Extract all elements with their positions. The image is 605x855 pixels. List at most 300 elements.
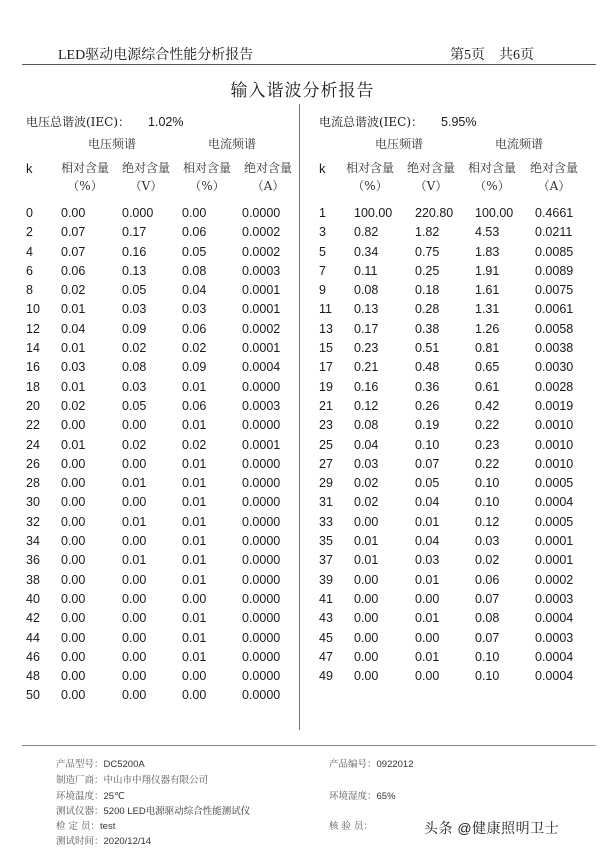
current-relative-cell: 4.53	[475, 225, 500, 240]
current-relative-cell: 0.07	[475, 630, 500, 645]
table-row	[319, 553, 605, 572]
harmonic-order-cell: 48	[26, 669, 40, 684]
harmonic-order-cell: 4	[26, 244, 33, 259]
table-row	[26, 476, 316, 495]
voltage-relative-cell: 0.00	[61, 611, 86, 626]
voltage-absolute-cell: 0.75	[415, 244, 440, 259]
current-relative-cell: 0.02	[182, 437, 207, 452]
current-relative-cell: 0.01	[182, 649, 207, 664]
harmonic-order-cell: 1	[319, 206, 326, 220]
harmonic-order-cell: 15	[319, 341, 333, 356]
harmonic-order-cell: 31	[319, 495, 333, 510]
voltage-relative-cell: 0.00	[61, 476, 86, 491]
voltage-absolute-cell: 0.00	[122, 495, 147, 510]
voltage-relative-cell: 0.00	[61, 514, 86, 529]
voltage-absolute-cell: 0.17	[122, 225, 147, 240]
ambient-humidity: 环境湿度：65%	[329, 791, 396, 802]
current-absolute-cell: 0.0061	[535, 302, 574, 317]
voltage-absolute-cell: 0.000	[122, 206, 154, 220]
current-relative-cell: 0.01	[182, 379, 207, 394]
col-voltage-relative: 相对含量 （%）	[60, 161, 109, 193]
current-relative-cell: 0.02	[182, 341, 207, 356]
voltage-relative-cell: 0.03	[61, 360, 86, 375]
voltage-relative-cell: 0.02	[61, 398, 86, 413]
voltage-relative-cell: 0.07	[61, 244, 86, 259]
voltage-relative-cell: 0.08	[354, 283, 379, 298]
current-absolute-cell: 0.0000	[242, 456, 281, 471]
current-absolute-cell: 0.0001	[242, 283, 281, 298]
spectrum-header-row	[319, 135, 605, 159]
col-voltage-relative: 相对含量 （%）	[345, 161, 394, 193]
current-absolute-cell: 0.0004	[535, 495, 574, 510]
table-row	[319, 592, 605, 611]
table-row	[26, 322, 316, 341]
harmonic-order-cell: 10	[26, 302, 40, 317]
current-relative-cell: 0.01	[182, 534, 207, 549]
harmonic-order-cell: 0	[26, 206, 33, 220]
voltage-absolute-cell: 0.05	[122, 398, 147, 413]
table-row	[26, 360, 316, 379]
voltage-absolute-cell: 0.00	[122, 611, 147, 626]
current-relative-cell: 0.02	[475, 553, 500, 568]
table-row	[26, 283, 316, 302]
current-absolute-cell: 0.0003	[242, 263, 281, 278]
current-absolute-cell: 0.0002	[242, 244, 281, 259]
voltage-relative-cell: 0.13	[354, 302, 379, 317]
current-relative-cell: 1.61	[475, 283, 500, 298]
voltage-absolute-cell: 0.00	[415, 630, 440, 645]
voltage-absolute-cell: 0.04	[415, 534, 440, 549]
voltage-relative-cell: 0.00	[61, 688, 86, 703]
current-relative-cell: 1.31	[475, 302, 500, 317]
current-absolute-cell: 0.0058	[535, 321, 574, 336]
table-row	[319, 669, 605, 688]
voltage-absolute-cell: 0.25	[415, 263, 440, 278]
table-row	[26, 399, 316, 418]
table-row	[26, 650, 316, 669]
harmonic-order-cell: 22	[26, 418, 40, 433]
voltage-relative-cell: 0.00	[61, 649, 86, 664]
voltage-relative-cell: 0.00	[354, 591, 379, 606]
table-row	[319, 341, 605, 360]
current-spectrum-header: 电流频谱	[495, 137, 544, 151]
harmonic-order-cell: 36	[26, 553, 40, 568]
current-relative-cell: 0.01	[182, 495, 207, 510]
voltage-relative-cell: 0.12	[354, 398, 379, 413]
voltage-absolute-cell: 0.01	[415, 611, 440, 626]
voltage-absolute-cell: 0.00	[122, 456, 147, 471]
current-absolute-cell: 0.0002	[242, 225, 281, 240]
table-row	[26, 688, 316, 707]
harmonic-order-cell: 41	[319, 591, 333, 606]
current-relative-cell: 0.23	[475, 437, 500, 452]
harmonic-order-cell: 13	[319, 321, 333, 336]
current-absolute-cell: 0.0000	[242, 688, 281, 703]
current-absolute-cell: 0.0002	[242, 321, 281, 336]
current-absolute-cell: 0.0004	[535, 649, 574, 664]
harmonic-order-cell: 32	[26, 514, 40, 529]
voltage-relative-cell: 0.04	[61, 321, 86, 336]
voltage-absolute-cell: 0.01	[415, 649, 440, 664]
current-absolute-cell: 0.0001	[535, 553, 574, 568]
voltage-relative-cell: 0.02	[61, 283, 86, 298]
harmonic-order-cell: 18	[26, 379, 40, 394]
current-absolute-cell: 0.0019	[535, 398, 574, 413]
current-absolute-cell: 0.0000	[242, 630, 281, 645]
table-row	[26, 341, 316, 360]
table-row	[319, 495, 605, 514]
table-row	[319, 438, 605, 457]
table-row	[319, 631, 605, 650]
harmonic-order-cell: 8	[26, 283, 33, 298]
col-k: k	[319, 161, 326, 176]
current-relative-cell: 0.10	[475, 649, 500, 664]
current-relative-cell: 0.81	[475, 341, 500, 356]
current-absolute-cell: 0.0030	[535, 360, 574, 375]
table-row	[319, 380, 605, 399]
current-relative-cell: 1.26	[475, 321, 500, 336]
current-absolute-cell: 0.0003	[535, 630, 574, 645]
voltage-absolute-cell: 0.00	[122, 688, 147, 703]
harmonic-order-cell: 3	[319, 225, 326, 240]
table-row	[319, 264, 605, 283]
current-relative-cell: 0.01	[182, 611, 207, 626]
harmonics-table-odd	[319, 206, 605, 688]
voltage-relative-cell: 0.17	[354, 321, 379, 336]
voltage-relative-cell: 0.23	[354, 341, 379, 356]
voltage-absolute-cell: 0.05	[415, 476, 440, 491]
voltage-absolute-cell: 220.80	[415, 206, 454, 220]
current-relative-cell: 0.05	[182, 244, 207, 259]
ambient-temperature: 环境温度：25℃	[56, 791, 125, 802]
current-relative-cell: 0.01	[182, 572, 207, 587]
harmonic-order-cell: 14	[26, 341, 40, 356]
table-row	[26, 302, 316, 321]
current-thd-label: 电流总谐波(IEC)：	[319, 115, 424, 129]
current-relative-cell: 0.06	[182, 398, 207, 413]
harmonic-order-cell: 2	[26, 225, 33, 240]
table-row	[319, 534, 605, 553]
current-absolute-cell: 0.0004	[535, 669, 574, 684]
current-relative-cell: 0.01	[182, 514, 207, 529]
footer-rule	[22, 745, 596, 746]
table-row	[319, 611, 605, 630]
voltage-thd	[26, 113, 316, 135]
table-row	[26, 380, 316, 399]
table-row	[26, 457, 316, 476]
harmonic-order-cell: 38	[26, 572, 40, 587]
harmonic-order-cell: 25	[319, 437, 333, 452]
harmonic-order-cell: 16	[26, 360, 40, 375]
table-row	[319, 245, 605, 264]
harmonic-order-cell: 17	[319, 360, 333, 375]
current-relative-cell: 0.09	[182, 360, 207, 375]
current-absolute-cell: 0.0211	[535, 225, 573, 240]
current-absolute-cell: 0.0000	[242, 495, 281, 510]
voltage-absolute-cell: 0.02	[122, 341, 147, 356]
voltage-absolute-cell: 0.19	[415, 418, 440, 433]
current-relative-cell: 0.10	[475, 669, 500, 684]
voltage-relative-cell: 0.00	[354, 611, 379, 626]
table-row	[319, 650, 605, 669]
current-absolute-cell: 0.0028	[535, 379, 574, 394]
current-relative-cell: 0.61	[475, 379, 500, 394]
current-absolute-cell: 0.0001	[242, 341, 281, 356]
voltage-relative-cell: 0.01	[61, 379, 86, 394]
voltage-relative-cell: 0.00	[354, 514, 379, 529]
harmonic-order-cell: 24	[26, 437, 40, 452]
current-relative-cell: 0.00	[182, 206, 207, 220]
voltage-relative-cell: 0.11	[354, 263, 378, 278]
voltage-thd-label: 电压总谐波(IEC)：	[26, 115, 131, 129]
table-row	[26, 592, 316, 611]
voltage-absolute-cell: 0.00	[122, 591, 147, 606]
voltage-relative-cell: 0.06	[61, 263, 86, 278]
voltage-absolute-cell: 0.16	[122, 244, 147, 259]
harmonic-order-cell: 34	[26, 534, 40, 549]
harmonic-order-cell: 49	[319, 669, 333, 684]
col-current-absolute: 绝对含量 （A）	[243, 161, 292, 193]
current-absolute-cell: 0.0010	[535, 456, 574, 471]
harmonic-order-cell: 39	[319, 572, 333, 587]
voltage-absolute-cell: 0.09	[122, 321, 147, 336]
column-headers	[26, 159, 316, 199]
voltage-relative-cell: 0.00	[61, 553, 86, 568]
voltage-thd-value: 1.02%	[148, 115, 184, 129]
current-absolute-cell: 0.0005	[535, 476, 574, 491]
harmonic-order-cell: 43	[319, 611, 333, 626]
table-row	[319, 457, 605, 476]
harmonic-order-cell: 35	[319, 534, 333, 549]
harmonic-order-cell: 7	[319, 263, 326, 278]
current-absolute-cell: 0.0002	[535, 572, 574, 587]
voltage-absolute-cell: 0.01	[122, 476, 147, 491]
voltage-relative-cell: 0.00	[354, 649, 379, 664]
current-absolute-cell: 0.0000	[242, 418, 281, 433]
current-relative-cell: 0.04	[182, 283, 207, 298]
voltage-relative-cell: 0.16	[354, 379, 379, 394]
voltage-absolute-cell: 0.00	[415, 669, 440, 684]
voltage-absolute-cell: 0.02	[122, 437, 147, 452]
current-relative-cell: 0.01	[182, 418, 207, 433]
voltage-absolute-cell: 0.01	[122, 514, 147, 529]
col-current-relative: 相对含量 （%）	[467, 161, 516, 193]
current-relative-cell: 0.00	[182, 669, 207, 684]
current-absolute-cell: 0.0000	[242, 669, 281, 684]
current-relative-cell: 0.07	[475, 591, 500, 606]
harmonics-table-even	[26, 206, 316, 708]
current-absolute-cell: 0.0000	[242, 553, 281, 568]
harmonic-order-cell: 19	[319, 379, 333, 394]
spectrum-header-row	[26, 135, 316, 159]
harmonic-order-cell: 26	[26, 456, 40, 471]
voltage-relative-cell: 0.02	[354, 476, 379, 491]
current-absolute-cell: 0.0010	[535, 418, 574, 433]
current-absolute-cell: 0.0001	[242, 437, 281, 452]
current-absolute-cell: 0.0000	[242, 476, 281, 491]
voltage-relative-cell: 0.01	[61, 341, 86, 356]
voltage-relative-cell: 0.00	[61, 591, 86, 606]
table-row	[26, 611, 316, 630]
table-row	[319, 399, 605, 418]
table-row	[319, 515, 605, 534]
current-relative-cell: 1.91	[475, 263, 500, 278]
test-instrument: 测试仪器：5200 LED电源驱动综合性能测试仪	[56, 806, 251, 817]
current-spectrum-header: 电流频谱	[208, 137, 257, 151]
harmonic-order-cell: 33	[319, 514, 333, 529]
harmonic-order-cell: 6	[26, 263, 33, 278]
voltage-absolute-cell: 0.26	[415, 398, 440, 413]
current-absolute-cell: 0.0085	[535, 244, 574, 259]
voltage-relative-cell: 0.00	[61, 206, 86, 220]
current-absolute-cell: 0.0010	[535, 437, 574, 452]
table-row	[26, 631, 316, 650]
col-k: k	[26, 161, 33, 176]
table-row	[26, 553, 316, 572]
voltage-relative-cell: 0.01	[354, 553, 379, 568]
voltage-absolute-cell: 0.08	[122, 360, 147, 375]
product-serial: 产品编号：0922012	[329, 759, 414, 770]
current-relative-cell: 0.42	[475, 398, 500, 413]
current-absolute-cell: 0.0001	[242, 302, 281, 317]
current-page: 第5页	[450, 48, 485, 63]
voltage-relative-cell: 0.01	[61, 302, 86, 317]
current-relative-cell: 0.00	[182, 591, 207, 606]
current-absolute-cell: 0.0004	[242, 360, 281, 375]
total-pages: 共6页	[499, 48, 534, 63]
table-row	[319, 322, 605, 341]
current-relative-cell: 0.03	[475, 534, 500, 549]
voltage-relative-cell: 0.00	[61, 495, 86, 510]
inspector: 检 定 员：test	[56, 821, 116, 832]
current-relative-cell: 0.03	[182, 302, 207, 317]
manufacturer: 制造厂商：中山市中翔仪器有限公司	[56, 775, 209, 786]
harmonic-order-cell: 30	[26, 495, 40, 510]
product-model: 产品型号：DC5200A	[56, 759, 145, 770]
current-absolute-cell: 0.0005	[535, 514, 574, 529]
current-relative-cell: 1.83	[475, 244, 500, 259]
voltage-relative-cell: 0.08	[354, 418, 379, 433]
test-time: 测试时间：2020/12/14	[56, 836, 152, 847]
harmonic-order-cell: 40	[26, 591, 40, 606]
harmonic-order-cell: 44	[26, 630, 40, 645]
voltage-relative-cell: 0.00	[354, 572, 379, 587]
voltage-spectrum-header: 电压频谱	[88, 137, 137, 151]
current-absolute-cell: 0.0038	[535, 341, 574, 356]
voltage-absolute-cell: 0.00	[122, 649, 147, 664]
table-row	[26, 669, 316, 688]
current-absolute-cell: 0.0004	[535, 611, 574, 626]
current-absolute-cell: 0.0000	[242, 514, 281, 529]
current-absolute-cell: 0.0000	[242, 206, 281, 220]
harmonic-order-cell: 23	[319, 418, 333, 433]
watermark: 头条 @健康照明卫士	[424, 820, 560, 836]
voltage-absolute-cell: 0.00	[122, 669, 147, 684]
table-row	[26, 534, 316, 553]
page-indicator	[450, 44, 534, 64]
current-thd-value: 5.95%	[441, 115, 477, 129]
header-rule	[22, 64, 596, 65]
voltage-relative-cell: 0.01	[61, 437, 86, 452]
voltage-absolute-cell: 0.51	[415, 341, 440, 356]
table-row	[26, 264, 316, 283]
harmonic-order-cell: 9	[319, 283, 326, 298]
col-current-relative: 相对含量 （%）	[182, 161, 231, 193]
harmonic-order-cell: 20	[26, 398, 40, 413]
voltage-absolute-cell: 0.00	[122, 534, 147, 549]
voltage-absolute-cell: 0.03	[122, 302, 147, 317]
voltage-absolute-cell: 0.28	[415, 302, 440, 317]
report-header-title: LED驱动电源综合性能分析报告	[58, 48, 254, 63]
voltage-relative-cell: 0.00	[61, 630, 86, 645]
verifier: 核 验 员：	[329, 821, 374, 832]
voltage-relative-cell: 0.00	[61, 572, 86, 587]
table-row	[26, 438, 316, 457]
current-absolute-cell: 0.0003	[535, 591, 574, 606]
voltage-absolute-cell: 0.36	[415, 379, 440, 394]
current-absolute-cell: 0.0001	[535, 534, 574, 549]
voltage-relative-cell: 0.00	[61, 534, 86, 549]
voltage-relative-cell: 0.01	[354, 534, 379, 549]
current-relative-cell: 0.22	[475, 418, 500, 433]
current-relative-cell: 0.12	[475, 514, 500, 529]
col-current-absolute: 绝对含量 （A）	[529, 161, 578, 193]
current-relative-cell: 0.22	[475, 456, 500, 471]
current-absolute-cell: 0.0000	[242, 572, 281, 587]
current-thd	[319, 113, 605, 135]
voltage-relative-cell: 0.21	[354, 360, 379, 375]
voltage-relative-cell: 0.04	[354, 437, 379, 452]
current-absolute-cell: 0.0000	[242, 379, 281, 394]
current-absolute-cell: 0.0000	[242, 591, 281, 606]
harmonic-order-cell: 28	[26, 476, 40, 491]
table-row	[26, 245, 316, 264]
voltage-absolute-cell: 0.01	[415, 514, 440, 529]
voltage-relative-cell: 0.00	[354, 669, 379, 684]
current-relative-cell: 0.10	[475, 495, 500, 510]
table-row	[26, 573, 316, 592]
table-row	[26, 418, 316, 437]
voltage-absolute-cell: 0.00	[122, 572, 147, 587]
col-voltage-absolute: 绝对含量 （V）	[406, 161, 455, 193]
current-relative-cell: 0.01	[182, 476, 207, 491]
voltage-absolute-cell: 1.82	[415, 225, 440, 240]
voltage-absolute-cell: 0.07	[415, 456, 440, 471]
current-absolute-cell: 0.0003	[242, 398, 281, 413]
voltage-absolute-cell: 0.01	[122, 553, 147, 568]
table-row	[319, 225, 605, 244]
current-absolute-cell: 0.4661	[535, 206, 574, 220]
voltage-absolute-cell: 0.10	[415, 437, 440, 452]
voltage-absolute-cell: 0.03	[415, 553, 440, 568]
harmonic-order-cell: 45	[319, 630, 333, 645]
col-voltage-absolute: 绝对含量 （V）	[121, 161, 170, 193]
harmonic-order-cell: 46	[26, 649, 40, 664]
current-harmonics-panel	[319, 113, 605, 688]
voltage-absolute-cell: 0.03	[122, 379, 147, 394]
current-relative-cell: 0.08	[475, 611, 500, 626]
table-row	[319, 283, 605, 302]
harmonic-order-cell: 37	[319, 553, 333, 568]
harmonic-order-cell: 27	[319, 456, 333, 471]
column-headers	[319, 159, 605, 199]
voltage-absolute-cell: 0.00	[415, 591, 440, 606]
harmonic-order-cell: 12	[26, 321, 40, 336]
voltage-relative-cell: 0.00	[61, 418, 86, 433]
voltage-absolute-cell: 0.00	[122, 630, 147, 645]
table-row	[26, 515, 316, 534]
table-row	[26, 206, 316, 225]
